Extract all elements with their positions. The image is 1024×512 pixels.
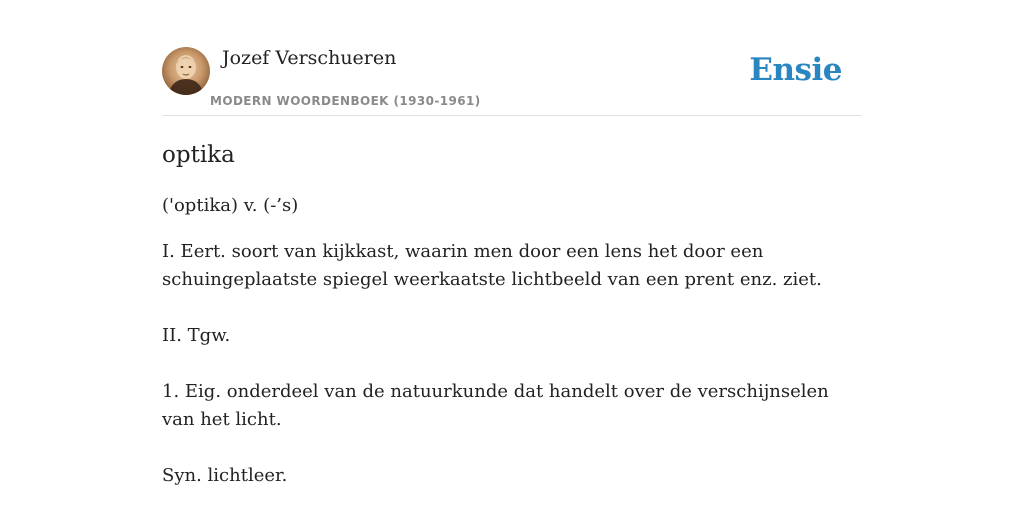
entry-card bbox=[162, 0, 862, 512]
entry-header bbox=[162, 0, 862, 116]
definition-paragraph: II. Tgw. bbox=[162, 325, 231, 346]
entry-term: optika bbox=[162, 142, 235, 168]
author-avatar[interactable] bbox=[162, 47, 210, 95]
definition-paragraph: 1. Eig. onderdeel van de natuurkunde dat handelt over de verschijnselen van het licht. bbox=[162, 381, 829, 430]
definition-paragraph: Syn. lichtleer. bbox=[162, 465, 288, 486]
entry-definition bbox=[162, 238, 862, 490]
portrait-icon bbox=[162, 47, 210, 95]
definition-paragraph: I. Eert. soort van kijkkast, waarin men door een lens het door een schuingeplaatste spiegel weerkaatste lichtbeeld van een prent enz. ziet. bbox=[162, 241, 822, 290]
author-name[interactable]: Jozef Verschueren bbox=[222, 47, 397, 69]
ensie-logo[interactable]: Ensie bbox=[749, 52, 842, 88]
source-dictionary[interactable]: MODERN WOORDENBOEK (1930-1961) bbox=[210, 94, 481, 108]
entry-grammar: ('optika) v. (-’s) bbox=[162, 195, 299, 216]
